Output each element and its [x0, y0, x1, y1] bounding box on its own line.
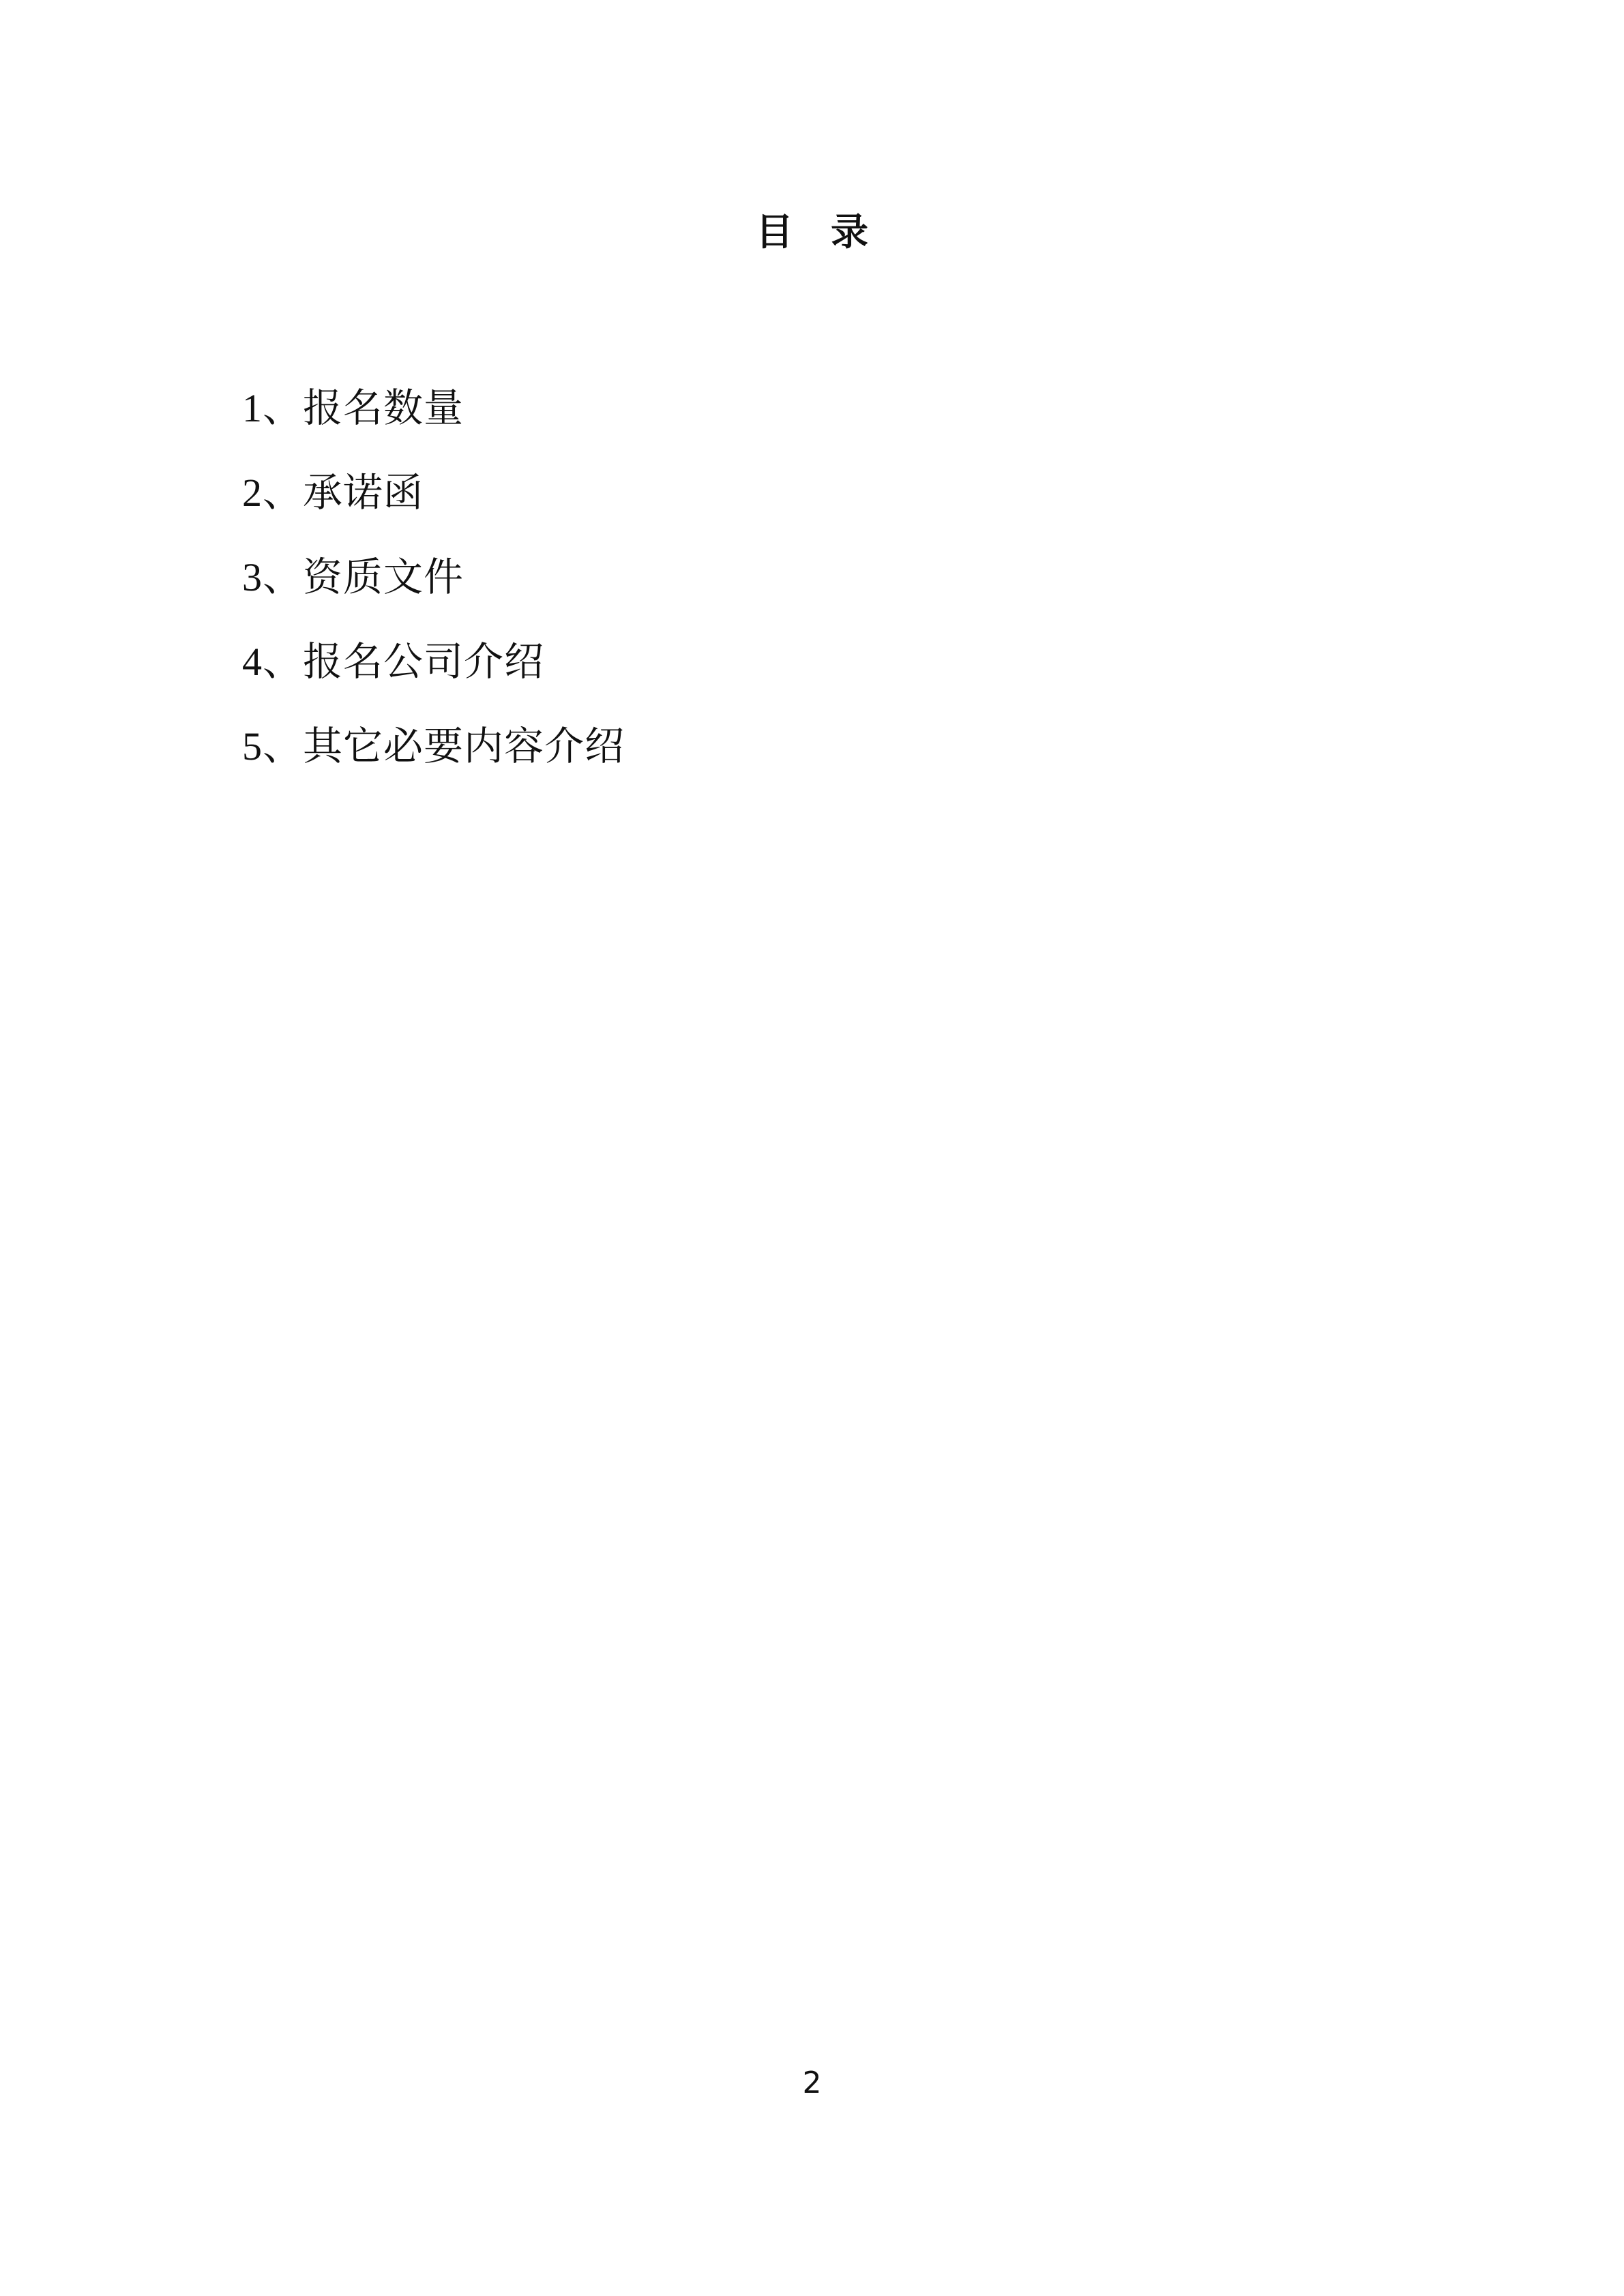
- page-number: 2: [802, 2066, 822, 2100]
- page-title: 目 录: [755, 210, 868, 254]
- toc-item-3: 3、资质文件: [242, 555, 464, 599]
- toc-item-2: 2、承诺函: [242, 471, 424, 515]
- toc-item-5: 5、其它必要内容介绍: [242, 724, 625, 769]
- toc-item-4: 4、报名公司介绍: [242, 640, 545, 684]
- toc-item-1: 1、报名数量: [242, 386, 464, 430]
- toc-list: [242, 366, 625, 789]
